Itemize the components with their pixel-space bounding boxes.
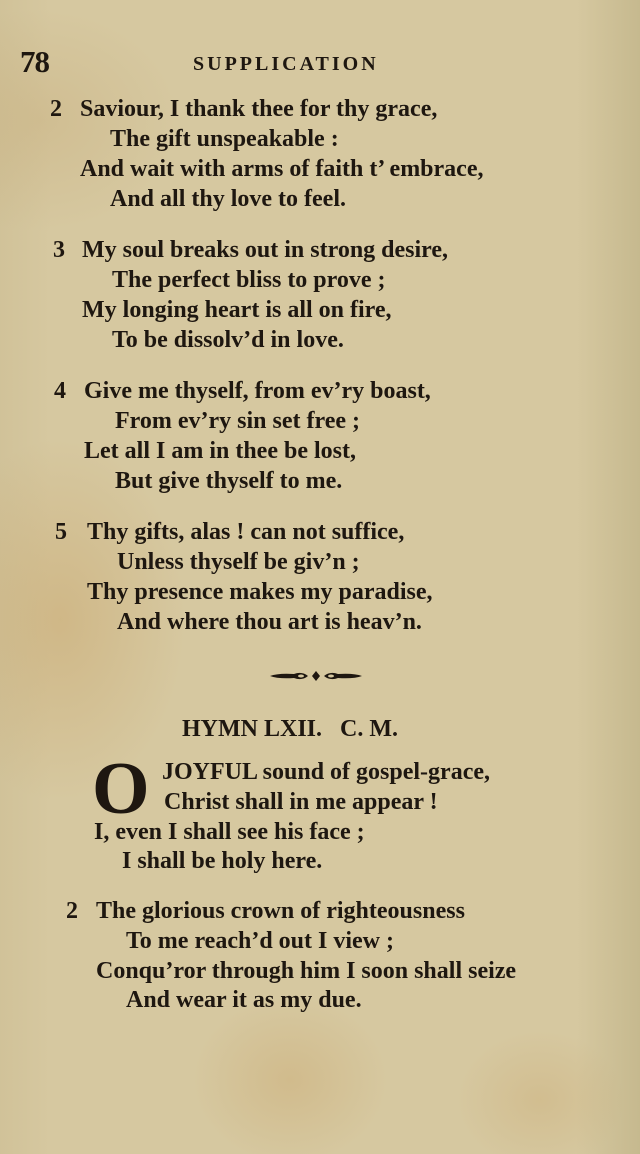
hymn-title: HYMN LXII. C. M. — [182, 716, 398, 742]
verse-line: Give me thyself, from ev’ry boast, — [84, 378, 431, 404]
running-head: SUPPLICATION — [193, 53, 379, 75]
verse-line: And where thou art is heav’n. — [117, 609, 422, 635]
verse-line: And all thy love to feel. — [110, 186, 346, 212]
verse-line: I shall be holy here. — [122, 848, 323, 874]
verse-line: Thy gifts, alas ! can not suffice, — [87, 519, 405, 545]
verse-line: The glorious crown of righteousness — [96, 898, 465, 924]
verse-number: 2 — [50, 96, 62, 122]
verse-number: 5 — [55, 519, 67, 545]
verse-line: Let all I am in thee be lost, — [84, 438, 356, 464]
verse-line: Unless thyself be giv’n ; — [117, 549, 360, 575]
verse-line: Christ shall in me appear ! — [164, 789, 438, 815]
verse-line: Thy presence makes my paradise, — [87, 579, 433, 605]
verse-line: Saviour, I thank thee for thy grace, — [80, 96, 438, 122]
verse-line: The gift unspeakable : — [110, 126, 339, 152]
verse-line: And wait with arms of faith t’ embrace, — [80, 156, 484, 182]
verse-number: 4 — [54, 378, 66, 404]
verse-line: My longing heart is all on fire, — [82, 297, 392, 323]
page-header — [0, 44, 640, 84]
verse-line: To be dissolv’d in love. — [112, 327, 344, 353]
drop-cap: O — [92, 748, 150, 830]
verse-line: From ev’ry sin set free ; — [115, 408, 361, 434]
verse-line: My soul breaks out in strong desire, — [82, 237, 449, 263]
verse-number: 3 — [53, 237, 65, 263]
verse-line: Conqu’ror through him I soon shall seize — [96, 958, 517, 984]
verse-line: But give thyself to me. — [115, 468, 343, 494]
verse-line: JOYFUL sound of gospel-grace, — [162, 759, 491, 785]
verse-line: The perfect bliss to prove ; — [112, 267, 386, 293]
verse-number: 2 — [66, 898, 78, 924]
verse-line: And wear it as my due. — [126, 987, 362, 1013]
verse-line: I, even I shall see his face ; — [94, 819, 365, 845]
verse-line: To me reach’d out I view ; — [126, 928, 394, 954]
page-number: 78 — [20, 44, 49, 79]
ornament-divider-icon — [268, 668, 364, 684]
